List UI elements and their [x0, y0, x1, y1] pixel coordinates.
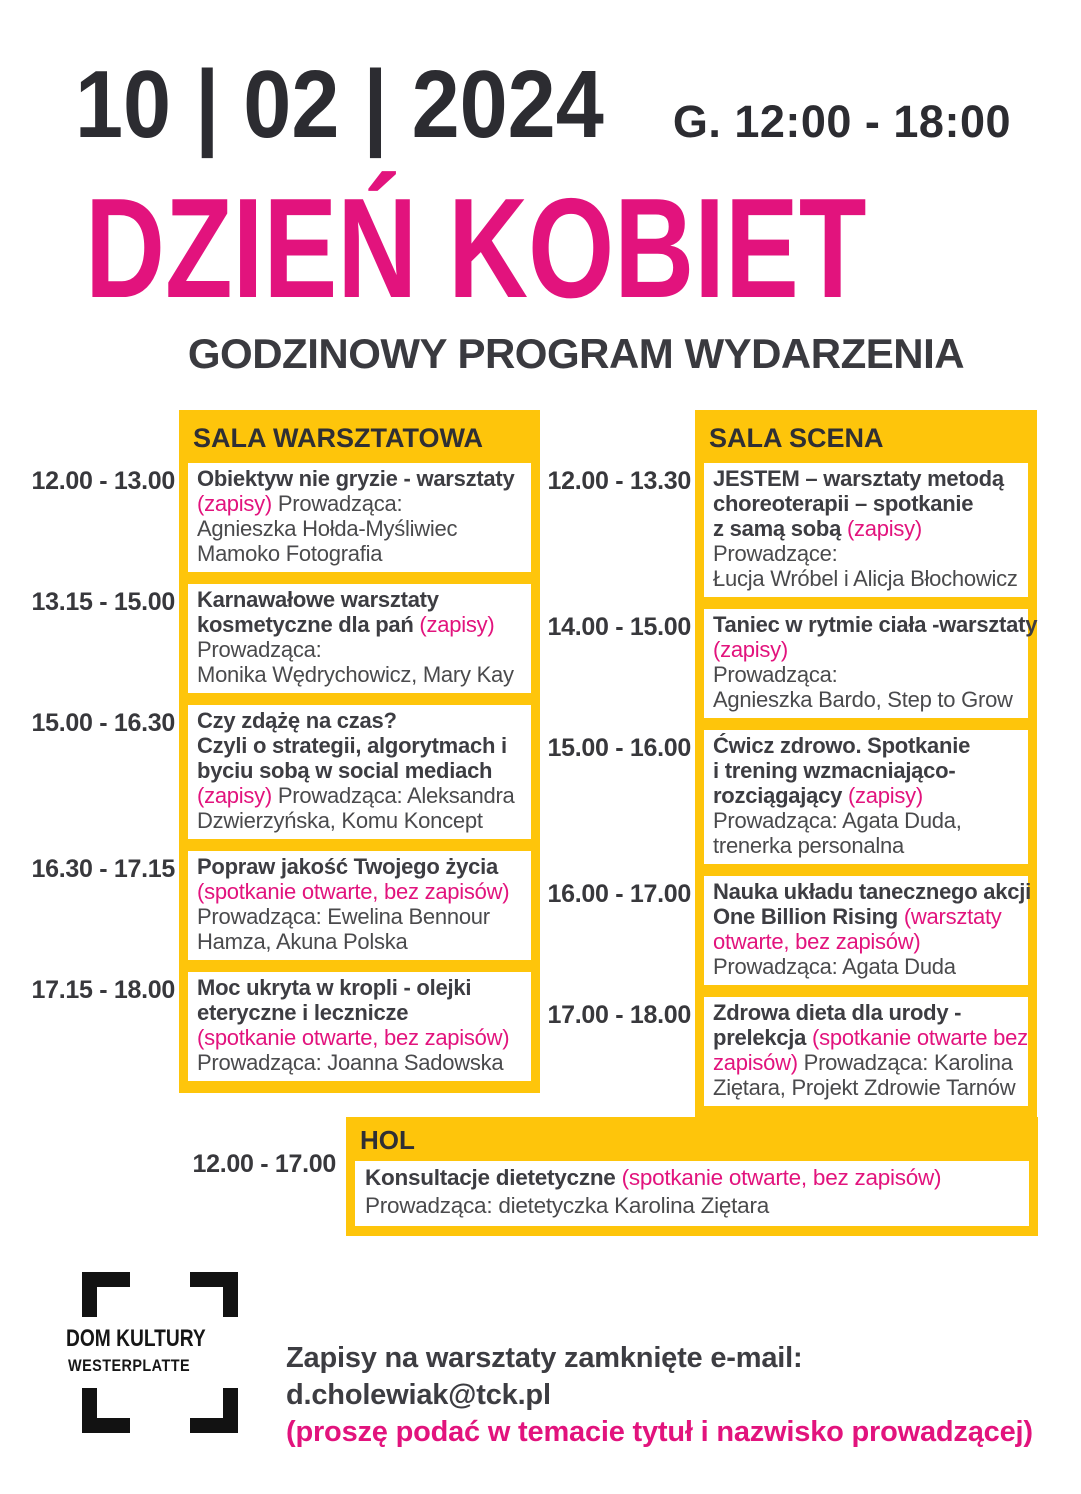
event-time: 16.00 - 17.00	[547, 880, 691, 908]
event-detail-text: Ziętara, Projekt Zdrowie Tarnów	[713, 1075, 1016, 1100]
event-detail-text: Prowadząca: dietetyczka Karolina Ziętara	[365, 1193, 769, 1218]
event-card	[188, 705, 531, 839]
event-text-line	[197, 783, 525, 808]
event-time: 12.00 - 13.30	[547, 467, 691, 495]
event-text-line	[713, 733, 1022, 758]
event-title-text: Zdrowa dieta dla urody -	[713, 1000, 962, 1025]
schedule-row	[545, 463, 1037, 609]
event-title-text: byciu sobą w social mediach	[197, 758, 493, 783]
schedule-column-sala-warsztatowa	[25, 410, 540, 1093]
event-title-text: kosmetyczne dla pań	[197, 612, 414, 637]
event-detail-text: Prowadząca:	[713, 662, 838, 687]
event-tag-text: (spotkanie otwarte, bez zapisów)	[197, 879, 510, 904]
schedule-row	[25, 972, 540, 1093]
event-text-line	[713, 491, 1022, 516]
event-tag-text: (warsztaty	[897, 904, 1002, 929]
event-text-line	[197, 808, 525, 833]
event-text-line	[713, 687, 1022, 712]
dom-kultury-westerplatte-logo	[66, 1272, 238, 1433]
event-detail-text: Łucja Wróbel i Alicja Błochowicz	[713, 566, 1018, 591]
event-text-line	[713, 1050, 1022, 1075]
schedule-row	[545, 876, 1037, 997]
event-card	[704, 876, 1031, 985]
event-tag-text: (zapisy)	[713, 637, 789, 662]
event-title-text: rozciągający	[713, 783, 843, 808]
event-tag-text: (zapisy)	[842, 783, 923, 808]
room-header: SALA WARSZTATOWA	[193, 423, 483, 453]
event-time: 17.15 - 18.00	[31, 976, 175, 1004]
event-text-line	[713, 1025, 1028, 1050]
logo-subname: WESTERPLATTE	[68, 1356, 191, 1375]
event-title-text: Konsultacje dietetyczne	[365, 1165, 616, 1190]
page-title: DZIEŃ KOBIET	[85, 169, 867, 328]
event-tag-text: (spotkanie otwarte, bez zapisów)	[197, 1025, 510, 1050]
event-text-line	[365, 1164, 1021, 1192]
page-subtitle: GODZINOWY PROGRAM WYDARZENIA	[187, 330, 965, 377]
event-tag-text: (zapisy)	[197, 783, 273, 808]
event-time: 14.00 - 15.00	[547, 613, 691, 641]
event-time: 15.00 - 16.30	[31, 709, 175, 737]
event-tag-text: (zapisy)	[197, 491, 273, 516]
event-text-line	[713, 612, 1038, 637]
event-title-text: Czy zdążę na czas?	[197, 708, 397, 733]
event-title-text: prelekcja	[713, 1025, 807, 1050]
event-title-text: Karnawałowe warsztaty	[197, 587, 439, 612]
event-detail-text: Dzwierzyńska, Komu Koncept	[197, 808, 483, 833]
event-text-line	[197, 904, 525, 929]
schedule-column-sala-scena	[545, 410, 1037, 1118]
event-card	[704, 609, 1038, 718]
event-title-text: z samą sobą	[713, 516, 842, 541]
event-card	[704, 730, 1028, 864]
event-tag-text: (spotkanie otwarte bez	[806, 1025, 1028, 1050]
event-title-text: One Billion Rising	[713, 904, 898, 929]
event-time: 15.00 - 16.00	[547, 734, 691, 762]
event-text-line	[197, 708, 525, 733]
event-title-text: Taniec w rytmie ciała -warsztaty	[713, 612, 1038, 637]
event-text-line	[197, 491, 525, 516]
event-detail-text: Agnieszka Bardo, Step to Grow	[713, 687, 1013, 712]
date-header	[75, 50, 1011, 160]
event-tag-text: (spotkanie otwarte, bez zapisów)	[615, 1165, 942, 1190]
event-title-text: i trening wzmacniająco-	[713, 758, 956, 783]
event-text-line	[197, 929, 525, 954]
event-date: 10 | 02 | 2024	[75, 51, 604, 158]
event-text-line	[197, 662, 525, 687]
event-detail-text: Prowadząca: Agata Duda	[713, 954, 956, 979]
event-detail-text: Mamoko Fotografia	[197, 541, 383, 566]
event-card	[188, 972, 531, 1081]
event-card	[188, 851, 531, 960]
event-detail-text: Agnieszka Hołda-Myśliwiec	[197, 516, 458, 541]
logo-frame-corner-icon	[190, 1272, 238, 1317]
event-detail-text: Prowadzące:	[713, 541, 838, 566]
event-text-line	[197, 758, 525, 783]
event-time: 13.15 - 15.00	[31, 588, 175, 616]
event-card	[188, 463, 531, 572]
signup-text: Zapisy na warsztaty zamknięte e-mail:	[286, 1342, 803, 1374]
event-detail-text: Prowadząca: Ewelina Bennour	[197, 904, 490, 929]
event-title-text: Ćwicz zdrowo. Spotkanie	[713, 733, 971, 758]
event-text-line	[713, 637, 1022, 662]
event-text-line	[365, 1192, 1021, 1220]
hol-event-time: 12.00 - 17.00	[192, 1150, 336, 1178]
logo-name: DOM KULTURY	[66, 1325, 206, 1352]
event-card	[355, 1161, 1029, 1226]
event-text-line	[713, 662, 1022, 687]
event-text-line	[713, 1075, 1022, 1100]
event-title-text: Moc ukryta w kropli - olejki	[197, 975, 472, 1000]
event-tag-text: (zapisy)	[841, 516, 922, 541]
event-detail-text: Prowadząca:	[272, 491, 403, 516]
event-title-text: Popraw jakość Twojego życia	[197, 854, 498, 879]
event-text-line	[197, 637, 525, 662]
event-text-line	[713, 541, 1022, 566]
logo-frame-corner-icon	[190, 1388, 238, 1433]
signup-email: d.cholewiak@tck.pl	[286, 1379, 551, 1411]
event-detail-text: Prowadząca: Aleksandra	[272, 783, 515, 808]
event-tag-text: (zapisy)	[413, 612, 495, 637]
event-text-line	[197, 733, 525, 758]
event-text-line	[713, 954, 1022, 979]
event-detail-text: Prowadząca: Karolina	[797, 1050, 1013, 1075]
event-text-line	[197, 1025, 525, 1050]
signup-info	[286, 1340, 1033, 1451]
event-detail-text: Prowadząca:	[197, 637, 322, 662]
event-text-line	[713, 466, 1022, 491]
event-detail-text: Prowadząca: Agata Duda,	[713, 808, 962, 833]
event-text-line	[713, 904, 1022, 929]
logo-frame-corner-icon	[82, 1388, 130, 1433]
event-title-text: Nauka układu tanecznego akcji	[713, 879, 1031, 904]
room-header: SALA SCENA	[709, 423, 884, 453]
event-text-line	[197, 612, 525, 637]
events-list	[25, 463, 540, 1093]
signup-note: (proszę podać w temacie tytuł i nazwisko prowadzącej)	[286, 1416, 1033, 1448]
event-time: 16.30 - 17.15	[31, 855, 175, 883]
logo-frame-corner-icon	[82, 1272, 130, 1317]
event-text-line	[713, 808, 1022, 833]
event-text-line	[713, 516, 1022, 541]
event-text-line	[713, 783, 1022, 808]
event-text-line	[197, 587, 525, 612]
event-time: 12.00 - 13.00	[31, 467, 175, 495]
room-header: HOL	[360, 1125, 415, 1155]
event-text-line	[197, 975, 525, 1000]
event-title-text: Czyli o strategii, algorytmach i	[197, 733, 507, 758]
event-title-text: choreoterapii – spotkanie	[713, 491, 974, 516]
event-detail-text: Monika Wędrychowicz, Mary Kay	[197, 662, 514, 687]
event-card	[188, 584, 531, 693]
schedule-row	[545, 730, 1037, 876]
event-detail-text: trenerka personalna	[713, 833, 904, 858]
event-card	[704, 997, 1028, 1106]
event-text-line	[197, 466, 525, 491]
event-detail-text: Prowadząca: Joanna Sadowska	[197, 1050, 504, 1075]
event-title-text: JESTEM – warsztaty metodą	[713, 466, 1004, 491]
event-tag-text: zapisów)	[713, 1050, 798, 1075]
schedule-row	[25, 463, 540, 584]
event-card	[704, 463, 1028, 597]
event-hours: G. 12:00 - 18:00	[672, 96, 1011, 147]
event-time: 17.00 - 18.00	[547, 1001, 691, 1029]
event-text-line	[713, 929, 1022, 954]
event-detail-text: Hamza, Akuna Polska	[197, 929, 408, 954]
schedule-row	[25, 584, 540, 705]
schedule-row	[545, 997, 1037, 1118]
event-text-line	[713, 1000, 1022, 1025]
event-text-line	[713, 879, 1031, 904]
event-text-line	[197, 1050, 525, 1075]
event-title-text: Obiektyw nie gryzie - warsztaty	[197, 466, 515, 491]
event-text-line	[197, 1000, 525, 1025]
schedule-row	[25, 705, 540, 851]
schedule-section-hol	[346, 1117, 1038, 1236]
event-text-line	[713, 566, 1022, 591]
event-text-line	[197, 854, 525, 879]
schedule-row	[545, 609, 1037, 730]
event-text-line	[713, 833, 1022, 858]
event-text-line	[197, 879, 525, 904]
event-tag-text: otwarte, bez zapisów)	[713, 929, 921, 954]
schedule-row	[25, 851, 540, 972]
event-title-text: eteryczne i lecznicze	[197, 1000, 409, 1025]
event-text-line	[713, 758, 1022, 783]
event-text-line	[197, 541, 525, 566]
events-list	[545, 463, 1037, 1118]
event-text-line	[197, 516, 525, 541]
